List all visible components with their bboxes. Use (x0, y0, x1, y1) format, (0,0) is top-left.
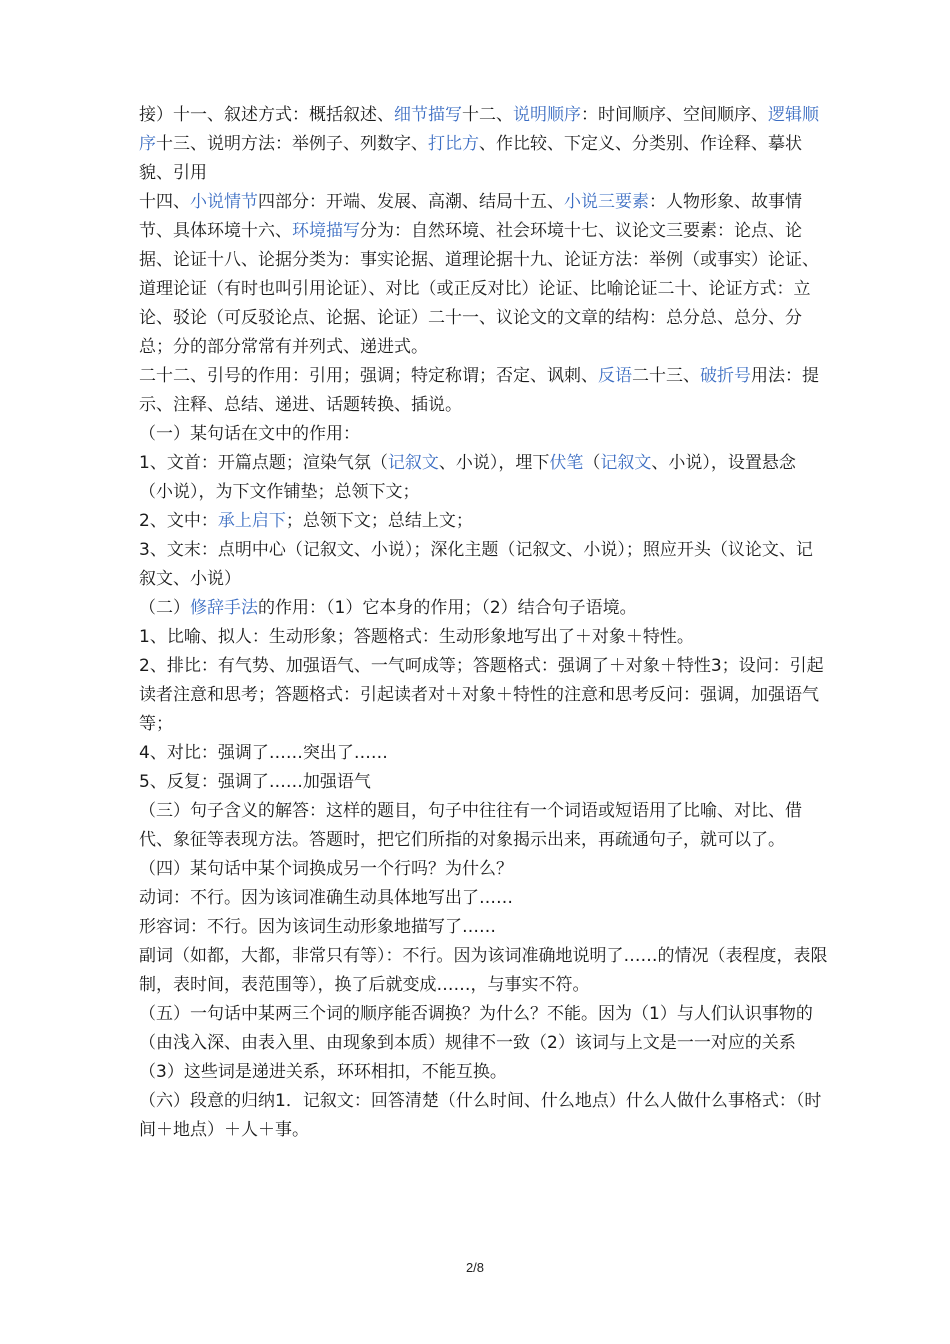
paragraph (139, 507, 829, 536)
paragraph (139, 188, 829, 362)
text-run: 二十三、 (632, 366, 700, 386)
paragraph (139, 362, 829, 420)
keyword-link[interactable]: 环境描写 (292, 221, 360, 241)
paragraph (139, 884, 829, 913)
paragraph (139, 594, 829, 623)
keyword-link[interactable]: 记叙文 (600, 453, 652, 473)
text-run: 十二、 (462, 105, 513, 125)
paragraph (139, 449, 829, 507)
text-run: 3、文末：点明中心（记叙文、小说）；深化主题（记叙文、小说）；照应开头（议论文、记叙文、小说） (139, 540, 813, 589)
body-text (139, 101, 829, 1145)
text-run: 1、比喻、拟人：生动形象；答题格式：生动形象地写出了＋对象＋特性。 (139, 627, 694, 647)
page-number: 2/8 (465, 1260, 485, 1275)
keyword-link[interactable]: 修辞手法 (190, 598, 258, 618)
paragraph (139, 420, 829, 449)
keyword-link[interactable]: 小说情节 (190, 192, 258, 212)
keyword-link[interactable]: 伏笔 (549, 453, 584, 473)
keyword-link[interactable]: 说明顺序 (513, 105, 581, 125)
text-run: （二） (139, 598, 190, 618)
paragraph (139, 942, 829, 1000)
text-run: 5、反复：强调了……加强语气 (139, 772, 371, 792)
paragraph (139, 1087, 829, 1145)
text-run: 2、排比：有气势、加强语气、一气呵成等；答题格式：强调了＋对象＋特性3；设问：引起读者注意和思考；答题格式：引起读者对＋对象＋特性的注意和思考反问：强调，加强语气等； (139, 656, 824, 734)
text-run: 形容词：不行。因为该词生动形象地描写了…… (139, 917, 496, 937)
text-run: 十三、说明方法：举例子、列数字、 (156, 134, 428, 154)
text-run: 、小说），设置悬念（小说），为下文作铺垫；总领下文； (139, 453, 796, 502)
paragraph (139, 101, 829, 188)
keyword-link[interactable]: 细节描写 (394, 105, 462, 125)
paragraph (139, 536, 829, 594)
keyword-link[interactable]: 逻辑顺序 (139, 105, 819, 154)
text-run: 十四、 (139, 192, 190, 212)
text-run: 分为：自然环境、社会环境十七、议论文三要素：论点、论据、论证十八、论据分类为：事实论据、道理论据十九、论证方法：举例（或事实）论证、道理论证（有时也叫引用论证）、对比（或正反对比）论证、比喻论证二十、论证方式：立论、驳论（可反驳论点、论据、论证）二十一、议论文的文章的结构：总分总、总分、分总；分的部分常常有并列式、递进式。 (139, 221, 819, 357)
text-run: （一）某句话在文中的作用： (139, 424, 360, 444)
paragraph (139, 739, 829, 768)
text-run: ：人物形象、故事情节、具体环境十六、 (139, 192, 802, 241)
paragraph (139, 652, 829, 739)
text-run: 接）十一、叙述方式：概括叙述、 (139, 105, 394, 125)
text-run: 、作比较、下定义、分类别、作诠释、摹状貌、引用 (139, 134, 802, 183)
text-run: （六）段意的归纳1．记叙文：回答清楚（什么时间、什么地点）什么人做什么事格式：（时间＋地点）＋人＋事。 (139, 1091, 822, 1140)
paragraph (139, 913, 829, 942)
keyword-link[interactable]: 破折号 (700, 366, 751, 386)
paragraph (139, 768, 829, 797)
paragraph (139, 1000, 829, 1087)
text-run: 副词（如都，大都，非常只有等）：不行。因为该词准确地说明了……的情况（表程度，表限制，表时间，表范围等），换了后就变成……，与事实不符。 (139, 946, 828, 995)
text-run: （三）句子含义的解答：这样的题目，句子中往往有一个词语或短语用了比喻、对比、借代、象征等表现方法。答题时，把它们所指的对象揭示出来，再疏通句子，就可以了。 (139, 801, 802, 850)
text-run: 的作用：（1）它本身的作用；（2）结合句子语境。 (258, 598, 637, 618)
text-run: 四部分：开端、发展、高潮、结局十五、 (258, 192, 564, 212)
text-run: （四）某句话中某个词换成另一个行吗？为什么？ (139, 859, 513, 879)
text-run: 动词：不行。因为该词准确生动具体地写出了…… (139, 888, 513, 908)
text-run: 用法：提示、注释、总结、递进、话题转换、插说。 (139, 366, 819, 415)
paragraph (139, 855, 829, 884)
text-run: 4、对比：强调了……突出了…… (139, 743, 388, 763)
keyword-link[interactable]: 反语 (598, 366, 632, 386)
paragraph (139, 797, 829, 855)
keyword-link[interactable]: 记叙文 (387, 453, 439, 473)
text-run: 二十二、引号的作用：引用；强调；特定称谓；否定、讽刺、 (139, 366, 598, 386)
text-run: （ (583, 453, 601, 473)
text-run: 2、文中： (139, 511, 218, 531)
text-run: （五）一句话中某两三个词的顺序能否调换？为什么？不能。因为（1）与人们认识事物的（由浅入深、由表入里、由现象到本质）规律不一致（2）该词与上文是一一对应的关系（3）这些词是递进关系，环环相扣，不能互换。 (139, 1004, 813, 1082)
keyword-link[interactable]: 打比方 (428, 134, 479, 154)
text-run: 1、文首：开篇点题；渲染气氛（ (139, 453, 388, 473)
paragraph (139, 623, 829, 652)
text-run: 、小说），埋下 (438, 453, 550, 473)
text-run: ：时间顺序、空间顺序、 (581, 105, 768, 125)
keyword-link[interactable]: 承上启下 (217, 511, 286, 531)
text-run: ；总领下文；总结上文； (285, 511, 473, 531)
keyword-link[interactable]: 小说三要素 (564, 192, 649, 212)
